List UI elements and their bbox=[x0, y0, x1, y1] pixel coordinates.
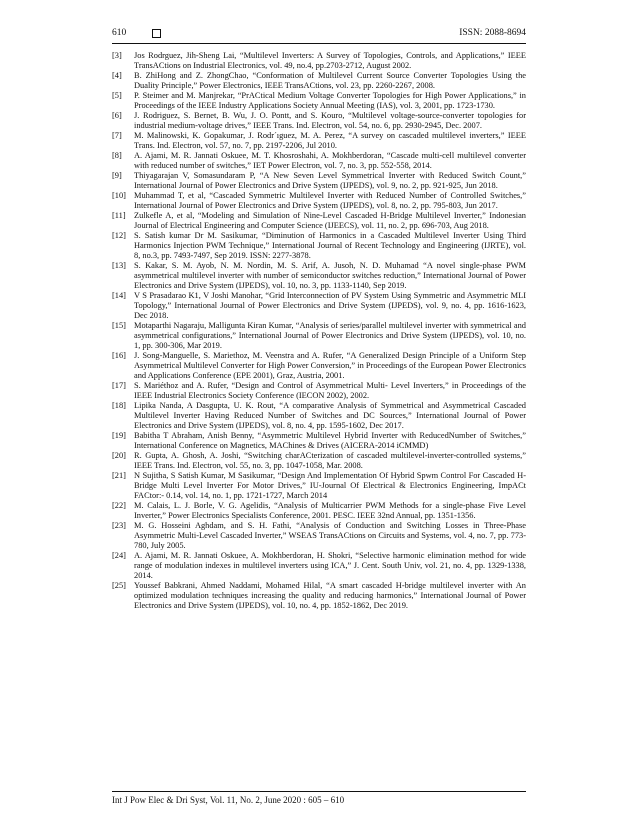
reference-item bbox=[112, 171, 526, 191]
reference-text: A. Ajami, M. R. Jannati Oskuee, M. T. Khosroshahi, A. Mokhberdoran, “Cascade multi-cell multilevel converter with reduced number of switches,” IET Power Electron, vol. 7, no. 3, pp. 552-558, 2014. bbox=[134, 151, 526, 170]
reference-item bbox=[112, 211, 526, 231]
reference-number: [7] bbox=[112, 131, 122, 140]
reference-item bbox=[112, 501, 526, 521]
reference-text: Thiyagarajan V, Somasundaram P, “A New Seven Level Symmetrical Inverter with Reduced Switch Count,” International Journal of Power Electronics and Drive System (IJPEDS), vol. 9, no. 2, pp. 921-925, Jun 2018. bbox=[134, 171, 526, 190]
reference-text: V S Prasadarao K1, V Joshi Manohar, “Grid Interconnection of PV System Using Symmetric and Asymmetric MLI Topology,” International Journal of Power Electronics and Drive System (IJPEDS), vol. 9, no. 4, pp. 1616-1623, Dec 2018. bbox=[134, 291, 526, 320]
reference-item bbox=[112, 321, 526, 351]
page-number: 610 bbox=[112, 28, 127, 38]
reference-text: Motaparthi Nagaraju, Malligunta Kiran Kumar, “Analysis of series/parallel multilevel inverter with symmetrical and asymmetrical configurations,” International Journal of Power Electronics and Drive System (IJPEDS), vol. 10, no. 1, pp. 300-306, Mar 2019. bbox=[134, 321, 526, 350]
reference-number: [22] bbox=[112, 501, 126, 510]
reference-item bbox=[112, 521, 526, 551]
reference-text: R. Gupta, A. Ghosh, A. Joshi, “Switching charACterization of cascaded multilevel-inverter-controlled systems,” IEEE Trans. Ind. Electron, vol. 55, no. 3, pp. 1047-1058, Mar. 2008. bbox=[134, 451, 526, 470]
reference-number: [12] bbox=[112, 231, 126, 240]
reference-text: P. Steimer and M. Manjrekar, “PrACtical Medium Voltage Converter Topologies for High Power Applications,” in Proceedings of the IEEE Industry Applications Society Annual Meeting (IAS), vol. 3, 2001, pp. 1723-1730. bbox=[134, 91, 526, 110]
reference-text: Babitha T Abraham, Anish Benny, “Asymmetric Multilevel Hybrid Inverter with ReducedNumber of Switches,” International Conference on Magnetics, MAChines & Drives (AICERA-2014 iCMMD) bbox=[134, 431, 526, 450]
reference-text: S. Mariéthoz and A. Rufer, “Design and Control of Asymmetrical Multi- Level Inverters,” in Proceedings of the IEEE Industrial Electronics Society Conference (IECON 2002), 2002. bbox=[134, 381, 526, 400]
reference-number: [3] bbox=[112, 51, 122, 60]
reference-number: [16] bbox=[112, 351, 126, 360]
reference-text: Muhammad T, et al, “Cascaded Symmetric Multilevel Inverter with Reduced Number of Controlled Switches,” International Journal of Power Electronics and Drive System (IJPEDS), vol. 8, no. 2, pp. 795-803, Jun 2017. bbox=[134, 191, 526, 210]
reference-number: [15] bbox=[112, 321, 126, 330]
reference-number: [21] bbox=[112, 471, 126, 480]
reference-text: M. Calais, L. J. Borle, V. G. Agelidis, “Analysis of Multicarrier PWM Methods for a single-phase Five Level Inverter,” Power Electronics Specialists Conference, 2001. PESC. IEEE 32nd Annual, pp. 1351-1356. bbox=[134, 501, 526, 520]
reference-item bbox=[112, 381, 526, 401]
reference-item bbox=[112, 581, 526, 611]
reference-text: A. Ajami, M. R. Jannati Oskuee, A. Mokhberdoran, H. Shokri, “Selective harmonic elimination method for wide range of modulation indexes in multilevel inverters using ICA,” J. Cent. South Univ, vol. 21, no. 4, pp. 1329-1338, 2014. bbox=[134, 551, 526, 580]
reference-text: S. Kakar, S. M. Ayob, N. M. Nordin, M. S. Arif, A. Jusoh, N. D. Muhamad “A novel single-phase PWM asymmetrical multilevel inverter with number of semiconductor switches reduction,” International Journal of Power Electronics and Drive System (IJPEDS), vol. 10, no. 3, pp. 1133-1140, Sep 2019. bbox=[134, 261, 526, 290]
reference-item bbox=[112, 131, 526, 151]
reference-number: [9] bbox=[112, 171, 122, 180]
reference-text: S. Satish kumar Dr M. Sasikumar, “Diminution of Harmonics in a Cascaded Multilevel Inverter Using Third Harmonics Injection PWM Technique,” International Journal of Recent Technology and Engineering (IJRTE), vol. 8, no.3, pp. 7493-7497, Sep 2019. ISSN: 2277-3878. bbox=[134, 231, 526, 260]
reference-number: [14] bbox=[112, 291, 126, 300]
reference-text: B. ZhiHong and Z. ZhongChao, “Conformation of Multilevel Current Source Converter Topologies Using the Duality Principle,” Power Electronics, IEEE TransACtions, vol. 23, pp. 2260-2267, 2008. bbox=[134, 71, 526, 90]
reference-item bbox=[112, 401, 526, 431]
reference-text: J. Rodriguez, S. Bernet, B. Wu, J. O. Pontt, and S. Kouro, “Multilevel voltage-source-converter topologies for industrial medium-voltage drives,” IEEE Trans. Ind. Electron, vol. 54, no. 6, pp. 2930-2945, Dec. 2007. bbox=[134, 111, 526, 130]
reference-text: N Sujitha, S Satish Kumar, M Sasikumar, “Design And Implementation Of Hybrid Spwm Control For Cascaded H-Bridge Multi Level Inverter For Motor Drives,” IU-Journal Of Electrical & Electronics Engineering, ImpACt FACtor:- 0.14, vol. 14, no. 1, pp. 1721-1727, March 2014 bbox=[134, 471, 526, 500]
header-divider bbox=[112, 43, 526, 44]
reference-item bbox=[112, 191, 526, 211]
footer-divider bbox=[112, 791, 526, 792]
reference-item bbox=[112, 551, 526, 581]
reference-text: Youssef Babkrani, Ahmed Naddami, Mohamed Hilal, “A smart cascaded H-bridge multilevel inverter with An optimized modulation techniques increasing the quality and reducing harmonics,” International Journal of Power Electronics and Drive System (IJPEDS), vol. 10, no. 4, pp. 1852-1862, Dec 2019. bbox=[134, 581, 526, 610]
reference-item bbox=[112, 451, 526, 471]
reference-number: [10] bbox=[112, 191, 126, 200]
page-header bbox=[112, 28, 526, 42]
reference-text: Lipika Nanda, A Dasgupta, U. K. Rout, “A comparative Analysis of Symmetrical and Asymmetrical Cascaded Multilevel Inverter Having Reduced Number of Switches and DC Sources,” International Journal of Power Electronics and Drive System (IJPEDS), vol. 8, no. 4, pp. 1595-1602, Dec 2017. bbox=[134, 401, 526, 430]
reference-item bbox=[112, 351, 526, 381]
reference-item bbox=[112, 431, 526, 451]
reference-number: [19] bbox=[112, 431, 126, 440]
reference-item bbox=[112, 51, 526, 71]
page-footer: Int J Pow Elec & Dri Syst, Vol. 11, No. 2, June 2020 : 605 – 610 bbox=[112, 795, 345, 805]
reference-item bbox=[112, 91, 526, 111]
reference-item bbox=[112, 231, 526, 261]
reference-text: M. G. Hosseini Aghdam, and S. H. Fathi, “Analysis of Conduction and Switching Losses in Three-Phase Asymmetric Multi-Level Cascaded Inverter,” WSEAS TransACtions on Circuits and Systems, vol. 4, no. 7, pp. 773-780, July 2005. bbox=[134, 521, 526, 550]
reference-item bbox=[112, 71, 526, 91]
reference-number: [11] bbox=[112, 211, 126, 220]
reference-text: Zulkefle A, et al, “Modeling and Simulation of Nine-Level Cascaded H-Bridge Multilevel Inverter,” Indonesian Journal of Electrical Engineering and Computer Science (IJEECS), vol. 11, no. 2, pp. 696-703, Aug 2018. bbox=[134, 211, 526, 230]
reference-item bbox=[112, 291, 526, 321]
reference-item bbox=[112, 471, 526, 501]
reference-number: [23] bbox=[112, 521, 126, 530]
reference-text: Jos Rodrguez, Jih-Sheng Lai, “Multilevel Inverters: A Survey of Topologies, Controls, and Applications,” IEEE TransACtions on Industrial Electronics, vol. 49, no.4, pp.2703-2712, August 2002. bbox=[134, 51, 526, 70]
reference-number: [4] bbox=[112, 71, 122, 80]
reference-text: M. Malinowski, K. Gopakumar, J. Rodr´ıguez, M. A. Perez, “A survey on cascaded multilevel inverters,” IEEE Trans. Ind. Electron, vol. 57, no. 7, pp. 2197-2206, Jul 2010. bbox=[134, 131, 526, 150]
reference-number: [5] bbox=[112, 91, 122, 100]
reference-number: [8] bbox=[112, 151, 122, 160]
reference-number: [17] bbox=[112, 381, 126, 390]
reference-item bbox=[112, 111, 526, 131]
reference-number: [18] bbox=[112, 401, 126, 410]
reference-list bbox=[112, 51, 526, 611]
reference-number: [24] bbox=[112, 551, 126, 560]
reference-text: J. Song-Manguelle, S. Mariethoz, M. Veenstra and A. Rufer, “A Generalized Design Principle of a Uniform Step Asymmetrical Multilevel Converter for High Power Conversion,” in Proceedings of the European Power Electronics and Applications Conference (EPE 2001), Graz, Austria, 2001. bbox=[134, 351, 526, 380]
reference-number: [20] bbox=[112, 451, 126, 460]
reference-number: [25] bbox=[112, 581, 126, 590]
reference-number: [13] bbox=[112, 261, 126, 270]
checkbox-square-icon bbox=[152, 29, 161, 38]
journal-issn: ISSN: 2088-8694 bbox=[459, 28, 526, 38]
reference-item bbox=[112, 151, 526, 171]
reference-number: [6] bbox=[112, 111, 122, 120]
reference-item bbox=[112, 261, 526, 291]
